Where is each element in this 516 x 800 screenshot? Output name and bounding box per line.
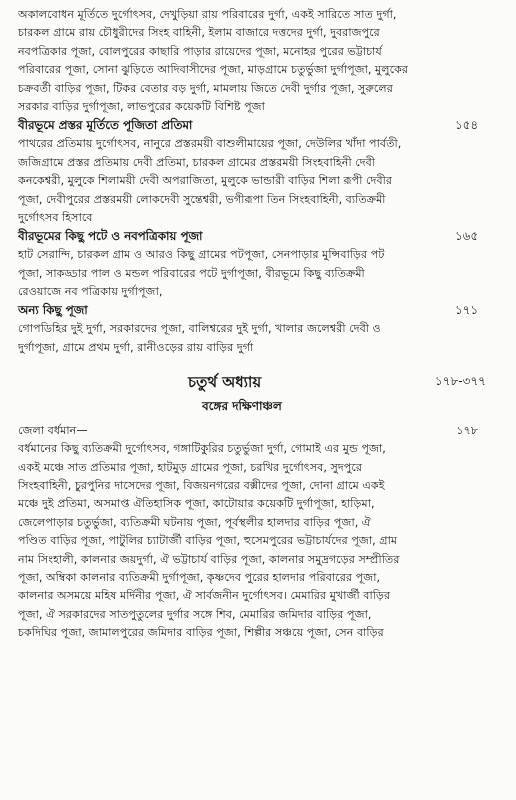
page-number: ১৫৪ (455, 118, 478, 133)
text-line: পাথরের প্রতিমায় দুর্গোৎসব, নানুরে প্রস্তরময়ী বাশুলীমায়ের পূজা, দেউলির খাঁদা পার্বতী, (18, 137, 402, 151)
page-number: ১৭১ (455, 303, 478, 318)
text-line: মঞ্চে দুই প্রতিমা, অসমাপ্ত ঐতিহাসিক পূজা, কাটোয়ার কয়েকটি দুর্গাপূজা, হাড়িমা, (18, 497, 375, 511)
text-line: কনকেশ্বরী, মুলুকে শিলাময়ী দেবী অপরাজিতা, মুলুকে ভান্ডারী বাড়ির শিলা রূপী দেবীর (18, 174, 393, 188)
region-subtitle: বঙ্গের দক্ষিণাঞ্চল (202, 399, 282, 414)
text-line: দুর্গাপূজা, গ্রামে প্রথম দুর্গা, রানীওড়ের রায় বাড়ির দুর্গা (18, 340, 254, 354)
text-line: দুর্গোৎসব হিসাবে (18, 210, 93, 224)
text-line: নবপত্রিকার পূজা, বোলপুরের কাছারি পাড়ার রায়েদের পূজা, মনোহর পুরের ভট্টাচার্য (18, 44, 382, 58)
text-line: কালনার অসময়ে মহিষ মর্দিনীর পূজা, ঐ সার্বজনীন দুর্গোৎসব। মেমারির মুখার্জী বাড়ির (18, 589, 391, 603)
text-line: সরকার বাড়ির দুর্গাপূজা, লাভপুরের কয়েকটি বিশিষ্ট পূজা (18, 99, 265, 113)
intro-paragraph (18, 6, 496, 116)
chapter-page-range: ১৭৮-৩৭৭ (434, 374, 486, 389)
text-line: পরিবারের পূজা, সোনা ঝুড়িতে আদিবাসীদের পূজা, মাড়গ্রামে চতুর্ভুজা দুর্গাপূজা, মুলুকের (18, 63, 409, 77)
text-line: বর্ধমানের কিছু ব্যতিক্রমী দুর্গোৎসব, গঙ্গাটিকুরির চতুর্ভুজা দুর্গা, গোমাই এর মুন্ড পূজা, (18, 442, 386, 456)
text-line: জজিগ্রামে প্রস্তর প্রতিমায় দেবী প্রতিমা, চারকল গ্রামের প্রস্তরময়ী সিংহবাহিনী দেবী (18, 155, 376, 169)
text-line: অকালবোধন মূর্তিতে দুর্গোৎসব, দেখুড়িয়া রায় পরিবারের দুর্গা, একই সারিতে সাত দুর্গা, (18, 8, 397, 21)
section-heading-other (18, 301, 496, 320)
text-line: সিংহবাহিনী, চুরপুনির দাসেদের পূজা, বিজয়নগরের বক্সীদের পূজা, দোনা গ্রামে একই (18, 479, 385, 493)
district-title: জেলা বর্ধমান— (18, 424, 88, 438)
text-line: হাট সেরান্দি, চারকল গ্রাম ও আরও কিছু গ্রামের পটপূজা, সেনপাড়ার মুন্সিবাড়ির পট (18, 248, 385, 262)
text-line: পূজা, সাকড্ডার পাল ও মন্ডল পরিবারের পটে দুর্গাপূজা, বীরভূমে কিছু ব্যতিক্রমী (18, 266, 365, 280)
text-line: জেলেপাড়ার চতুর্ভুজা, ব্যতিক্রমী ঘটনায় পূজা, পূর্বস্থলীর হালদার বাড়ির পূজা, ঐ (18, 515, 371, 529)
text-line: পূজা, ঐ সরকারদের সাতপুতুলের দুর্গার সঙ্গে শিব, মেমারির জমিদার বাড়ির পূজা, (18, 607, 372, 621)
section-title: অন্য কিছু পূজা (18, 303, 88, 318)
text-line: চকদিঘির পূজা, জামালপুরের জমিদার বাড়ির পূজা, শিল্পীর সঞ্চয়ে পূজা, সেন বাড়ির (18, 626, 384, 640)
chapter-header (18, 367, 496, 421)
section-heading-stone (18, 116, 496, 135)
text-line: পণ্ডিত বাড়ির পূজা, পাটুলির চ্যাটার্জী বাড়ির পূজা, হুসেমপুরের ভট্টাচার্যদের পূজা, গ্রাম (18, 534, 398, 548)
stone-paragraph (18, 135, 496, 227)
text-line: নাম সিংহালী, কালনার জয়দুর্গা, ঐ ভট্টাচার্য বাড়ির পূজা, কালনার সমুদ্রগড়ের সম্প্রীতির (18, 552, 400, 566)
pata-paragraph (18, 246, 496, 301)
district-heading (18, 421, 496, 440)
contents-column (18, 6, 496, 643)
text-line: চারকল গ্রামে রায় চৌধুরীদের সিংহ বাহিনী, ইলাম বাজারে দত্তদের দুর্গা, দুবরাজপুরে (18, 26, 380, 40)
page-number: ১৬৫ (455, 229, 478, 244)
section-title: বীরভূমের কিছু পটে ও নবপত্রিকায় পূজা (18, 229, 203, 244)
other-paragraph (18, 320, 496, 357)
text-line: রেওয়াজে নব পত্রিকায় দুর্গাপূজা, (18, 285, 163, 299)
text-line: চক্রবর্তী বাড়ির পূজা, টিকর বেতার বড় দুর্গা, মামলায় জিতে দেবী দুর্গার পূজা, সুরুলের (18, 81, 393, 95)
text-line: পূজা, দেবীপুরের প্রস্তরময়ী লোকদেবী সুন্তেশ্বরী, ভগীরূপা তিন সিংহবাহিনী, ব্যতিক্রমী (18, 192, 386, 206)
text-line: গোপডিহির দুই দুর্গা, সরকারদের পূজা, বালিশ্বরের দুই দুর্গা, খালার জলেশ্বরী দেবী ও (18, 322, 381, 336)
section-heading-pata (18, 227, 496, 246)
text-line: একই মঞ্চে সাত প্রতিমার পূজা, হাটমুড় গ্রামের পূজা, চরখির দুর্গোৎসব, সুদপুরে (18, 460, 363, 474)
chapter-title: চতুর্থ অধ্যায় (188, 373, 262, 392)
page-number: ১৭৮ (456, 424, 478, 438)
text-line: পূজা, অম্বিকা কালনার ব্যতিক্রমী দুর্গাপূজা, কৃষ্ণদেব পুরের হালদার পরিবারের পূজা, (18, 570, 381, 584)
burdwan-paragraph (18, 440, 496, 642)
section-title: বীরভূমে প্রস্তর মূর্তিতে পূজিতা প্রতিমা (18, 118, 193, 133)
